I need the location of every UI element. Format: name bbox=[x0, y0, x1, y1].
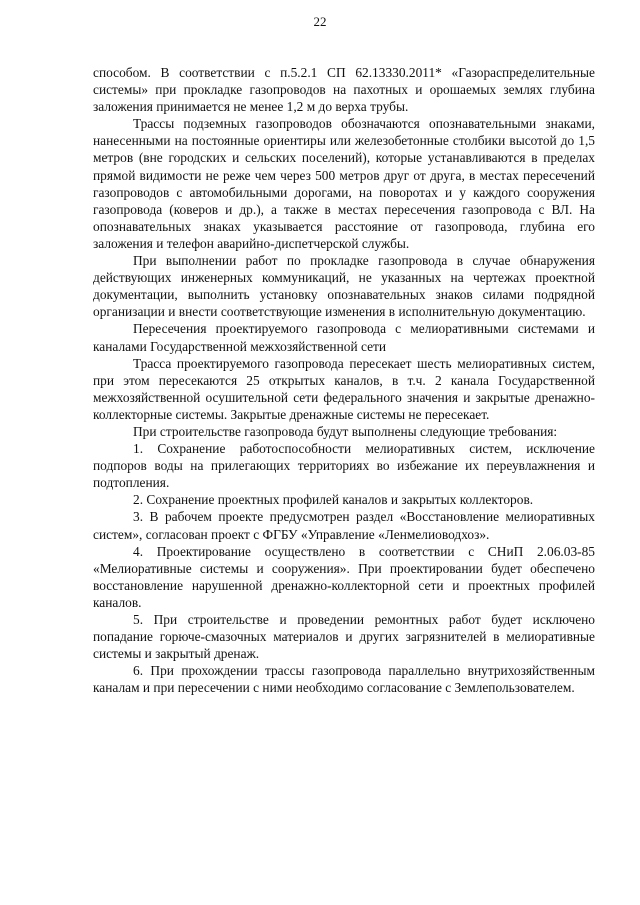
paragraph-route-crossings: Трасса проектируемого газопровода пересекает шесть мелиоративных систем, при этом пересекаются 25 открытых каналов, в т.ч. 2 канала Государственной межхозяйственной осушительной сети федерального значения и закрытые дренажно-коллекторные системы. Закрытые дренажные системы не пересекает. bbox=[93, 355, 595, 422]
paragraph-requirements-intro: При строительстве газопровода будут выполнены следующие требования: bbox=[133, 423, 558, 439]
page-number: 22 bbox=[313, 14, 327, 29]
requirement-item-6: 6. При прохождении трассы газопровода параллельно внутрихозяйственным каналам и при пересечении с ними необходимо согласование с Землепользователем. bbox=[93, 663, 595, 696]
paragraph-utility-discovery: При выполнении работ по прокладке газопровода в случае обнаружения действующих инженерных коммуникаций, не указанных на чертежах проектной документации, выполнить установку опознавательных знаков силами подрядной организации и внести соответствующие изменения в исполнительную документацию. bbox=[93, 253, 595, 320]
requirement-item-2: 2. Сохранение проектных профилей каналов и закрытых коллекторов. bbox=[133, 492, 534, 508]
paragraph-burial-depth: способом. В соответствии с п.5.2.1 СП 62.13330.2011* «Газораспределительные системы» при прокладке газопроводов на пахотных и орошаемых землях глубина заложения принимается не менее 1,2 м до верха трубы. bbox=[93, 65, 595, 115]
requirement-item-1: 1. Сохранение работоспособности мелиоративных систем, исключение подпоров воды на прилегающих территориях во избежание их переувлажнения и подтопления. bbox=[93, 441, 595, 491]
requirement-item-4: 4. Проектирование осуществлено в соответствии с СНиП 2.06.03-85 «Мелиоративные системы и сооружения». При проектировании будет обеспечено восстановление нарушенной дренажно-коллекторной сети и проектных профилей каналов. bbox=[93, 543, 595, 610]
requirement-item-3: 3. В рабочем проекте предусмотрен раздел «Восстановление мелиоративных систем», согласован проект с ФГБУ «Управление «Ленмелиоводхоз». bbox=[93, 509, 595, 542]
paragraph-marker-signs: Трассы подземных газопроводов обозначаются опознавательными знаками, нанесенными на постоянные ориентиры или железобетонные столбики высотой до 1,5 метров (вне городских и сельских поселений), которые устанавливаются в пределах прямой видимости не реже чем через 500 метров друг от друга, в местах пересечений газопроводов с автомобильными дорогами, на поворотах и у каждого сооружения газопровода (коверов и др.), а также в местах пересечения газопровода с ВЛ. На опознавательных знаках указывается расстояние от газопровода, глубина его заложения и телефон аварийно-диспетчерской службы. bbox=[93, 116, 595, 251]
section-heading-crossings: Пересечения проектируемого газопровода с мелиоративными системами и каналами Государственной межхозяйственной сети bbox=[93, 321, 595, 354]
requirement-item-5: 5. При строительстве и проведении ремонтных работ будет исключено попадание горюче-смазочных материалов и других загрязнителей в мелиоративные системы и закрытый дренаж. bbox=[93, 612, 595, 662]
document-body bbox=[93, 64, 595, 696]
